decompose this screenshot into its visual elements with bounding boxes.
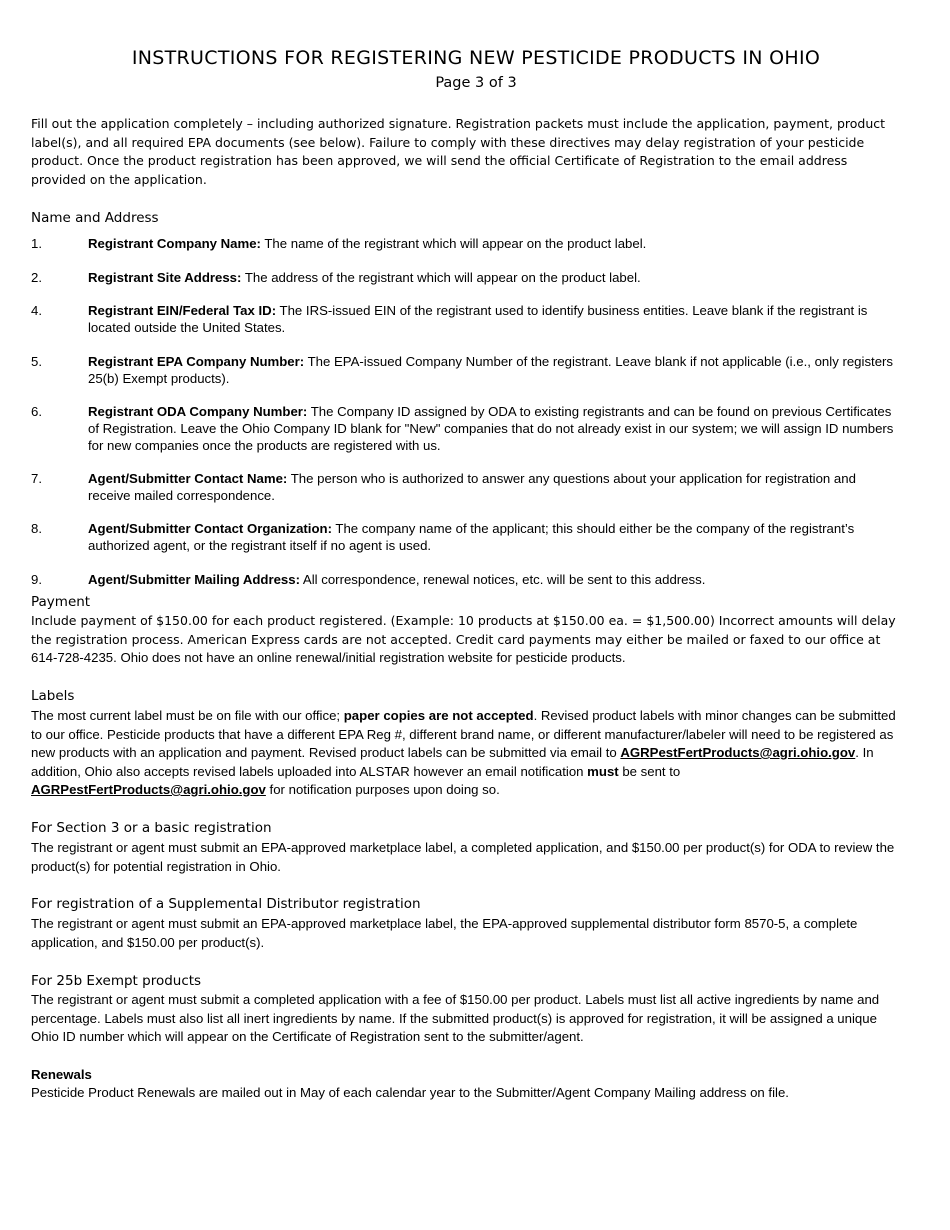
item-text: The company name of the applicant; this should either be the company of the registrant’s authorized agent, or the registrant itself if no agent is used. [88,521,855,553]
item-number: 2. [31,270,42,285]
renewals-paragraph: Pesticide Product Renewals are mailed out in May of each calendar year to the Submitter/Agent Company Mailing address on file. [31,1085,789,1100]
payment-paragraph [31,612,901,667]
labels-paragraph [31,707,901,800]
item-label: Agent/Submitter Contact Name: [88,471,288,486]
labels-heading: Labels [31,688,75,704]
item-number: 4. [31,303,42,318]
page-title: INSTRUCTIONS FOR REGISTERING NEW PESTICIDE PRODUCTS IN OHIO [131,47,821,69]
labels-text: . In addition, Ohio also accepts revised labels uploaded into ALSTAR however an email notification [31,745,874,779]
item-label: Agent/Submitter Contact Organization: [88,521,332,536]
item-text: The name of the registrant which will appear on the product label. [260,236,647,251]
labels-text: for notification purposes upon doing so. [265,782,500,797]
item-label: Registrant Site Address: [88,270,242,285]
payment-fax-text: 614-728-4235. Ohio does not have an online renewal/initial registration website for pesticide products. [31,650,626,665]
item-text: The address of the registrant which will appear on the product label. [241,270,641,285]
email-link[interactable]: AGRPestFertProducts@agri.ohio.gov [620,745,856,760]
exempt-heading: For 25b Exempt products [31,973,202,989]
item-label: Registrant ODA Company Number: [88,404,308,419]
page-number: Page 3 of 3 [435,75,517,91]
supplemental-heading: For registration of a Supplemental Distributor registration [31,896,421,912]
payment-heading: Payment [31,594,91,610]
labels-bold-text: must [587,763,619,779]
intro-paragraph: Fill out the application completely – including authorized signature. Registration packets must include the application, payment, product label(s), and all required EPA documents (see below). Failure to comply with these directives may delay registration of your pesticide product. Once the product registration has been approved, we will send the official Certificate of Registration to the email address provided on the application. [31,116,886,187]
item-text: The person who is authorized to answer any questions about your application for registration and receive mailed correspondence. [88,471,856,503]
item-text: The Company ID assigned by ODA to existing registrants and can be found on previous Certificates of Registration. Leave the Ohio Company ID blank for "New" companies that do not already exist in our system; we will assign ID numbers for new companies once the products are registered with us. [88,404,894,453]
renewals-heading: Renewals [31,1067,92,1082]
item-number: 7. [31,471,42,486]
payment-text: Include payment of $150.00 for each product registered. (Example: 10 products at $150.00 ea. = $1,500.00) Incorrect amounts will delay the registration process. American Express cards are not accepted. Credit card payments may either be mailed or faxed to our office at [31,613,896,647]
item-text: The EPA-issued Company Number of the registrant. Leave blank if not applicable (i.e., only registers 25(b) Exempt products). [88,354,894,386]
item-number: 8. [31,521,42,536]
item-number: 5. [31,354,42,369]
item-number: 6. [31,404,42,419]
section3-paragraph: The registrant or agent must submit an EPA-approved marketplace label, a completed application, and $150.00 per product(s) for ODA to review the product(s) for potential registration in Ohio. [31,840,895,874]
labels-text: be sent to [618,763,681,779]
item-label: Registrant EPA Company Number: [88,354,305,369]
name-address-heading: Name and Address [31,210,159,226]
section3-heading: For Section 3 or a basic registration [31,820,272,836]
item-number: 9. [31,572,42,587]
item-number: 1. [31,236,42,251]
email-link[interactable]: AGRPestFertProducts@agri.ohio.gov [31,782,266,797]
item-label: Agent/Submitter Mailing Address: [88,572,300,587]
item-label: Registrant Company Name: [88,236,261,251]
labels-text: . Revised product labels with minor changes can be submitted to our office. Pesticide products that have a different EPA Reg #, different brand name, or different manufacturer/labeler will need to be registered as new products with an application and payment. Revised product labels can be submitted via email to [31,708,896,760]
labels-text: The most current label must be on file with our office; [31,708,344,723]
labels-bold-text: paper copies are not accepted [343,708,534,723]
exempt-paragraph: The registrant or agent must submit a completed application with a fee of $150.00 per product. Labels must list all active ingredients by name and percentage. Labels must also list all inert ingredients by name. If the submitted product(s) is approved for registration, it will be assigned a unique Ohio ID number which will appear on the Certificate of Registration sent to the submitter/agent. [31,992,880,1044]
item-label: Registrant EIN/Federal Tax ID: [88,303,277,318]
supplemental-paragraph: The registrant or agent must submit an EPA-approved marketplace label, the EPA-approved supplemental distributor form 8570-5, a complete application, and $150.00 per product(s). [31,916,858,950]
item-text: The IRS-issued EIN of the registrant used to identify business entities. Leave blank if the registrant is located outside the United States. [88,303,868,335]
item-text: All correspondence, renewal notices, etc. will be sent to this address. [300,572,706,587]
